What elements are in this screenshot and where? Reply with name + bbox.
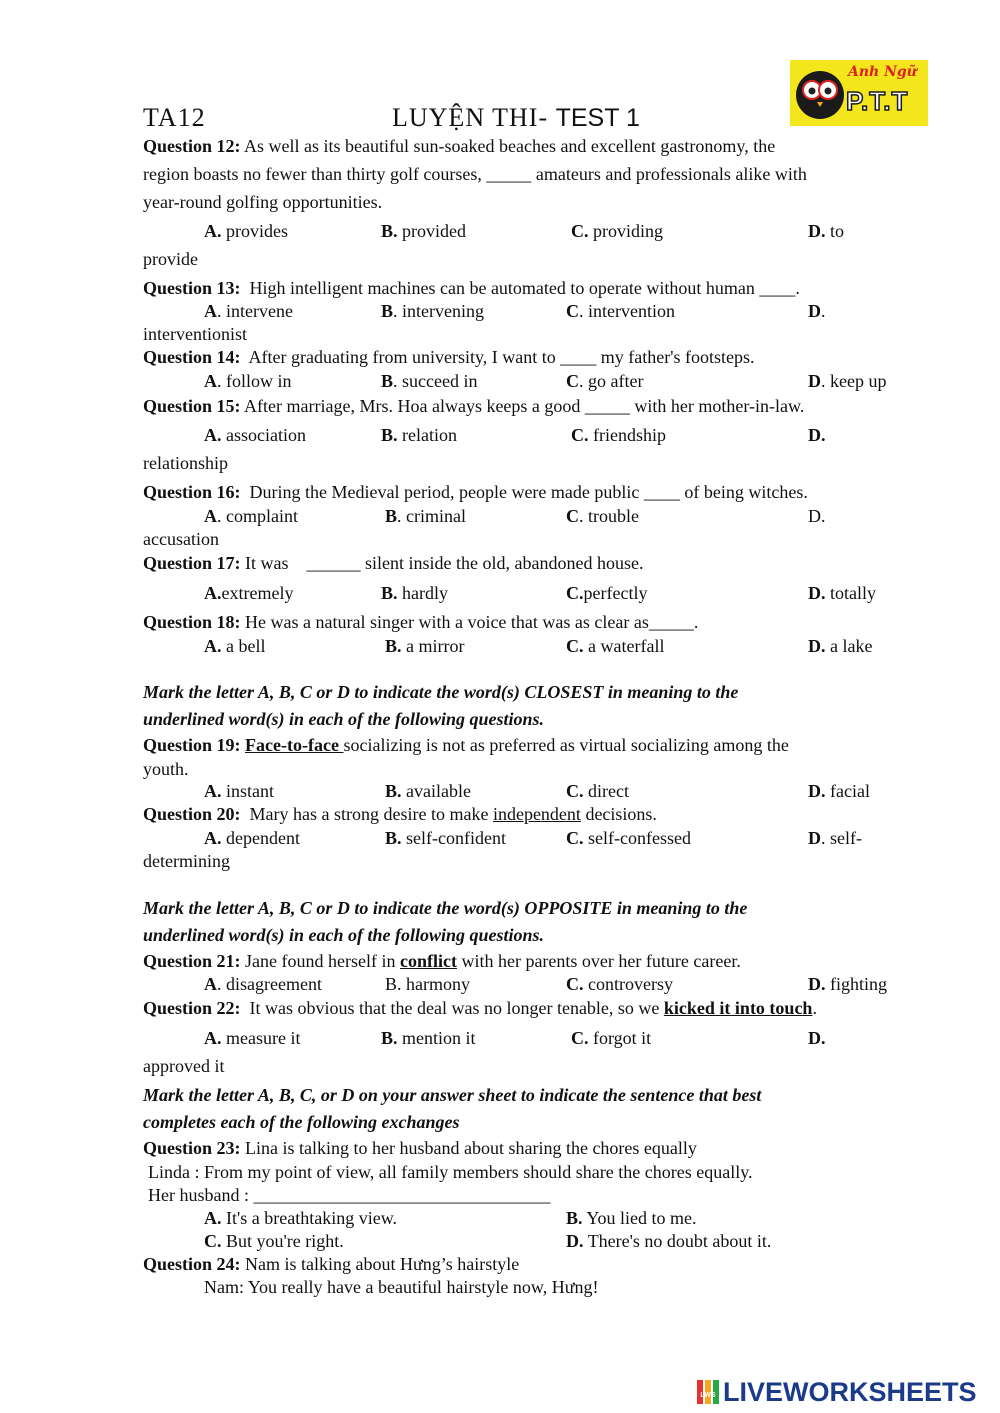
q20-option-d[interactable]: D. self- xyxy=(808,828,862,848)
q21-option-d[interactable]: D. fighting xyxy=(808,974,887,994)
q22-option-d-cont: approved it xyxy=(143,1056,225,1076)
q21-underlined: conflict xyxy=(399,951,457,971)
q19-option-c[interactable]: C. direct xyxy=(566,781,629,801)
q13-option-b[interactable]: B. intervening xyxy=(381,301,484,321)
instruction-opposite-1: Mark the letter A, B, C or D to indicate the word(s) OPPOSITE in meaning to the xyxy=(143,898,748,918)
q22-option-a[interactable]: A. measure it xyxy=(204,1028,301,1048)
q18-option-a[interactable]: A. a bell xyxy=(204,636,266,656)
q20-option-c[interactable]: C. self-confessed xyxy=(566,828,691,848)
q18-option-d[interactable]: D. a lake xyxy=(808,636,873,656)
q17-option-b[interactable]: B. hardly xyxy=(381,583,448,603)
q13-line1: Question 13: High intelligent machines can be automated to operate without human ____. xyxy=(143,278,800,298)
q23-option-b[interactable]: B. You lied to me. xyxy=(566,1208,697,1228)
q22-option-d[interactable]: D. xyxy=(808,1028,826,1048)
logo-line1: Anh Ngữ xyxy=(848,64,917,80)
watermark-mark: LWS xyxy=(700,1392,716,1399)
q14-line1: Question 14: After graduating from university, I want to ____ my father's footsteps. xyxy=(143,347,755,367)
q14-option-d[interactable]: D. keep up xyxy=(808,371,887,391)
q19-option-d[interactable]: D. facial xyxy=(808,781,870,801)
q20-line1: Question 20: Mary has a strong desire to make independent decisions. xyxy=(143,804,657,824)
q17-option-a[interactable]: A.extremely xyxy=(204,583,294,603)
q22-underlined: kicked it into touch xyxy=(663,998,813,1018)
instruction-exchange-2: completes each of the following exchanges xyxy=(143,1112,460,1132)
q19-line1: Question 19: Face-to-face socializing is not as preferred as virtual socializing among the xyxy=(143,735,789,755)
q23-option-d[interactable]: D. There's no doubt about it. xyxy=(566,1231,772,1251)
q21-line1: Question 21: Jane found herself in conflict with her parents over her future career. xyxy=(143,951,741,971)
q18-option-c[interactable]: C. a waterfall xyxy=(566,636,665,656)
instruction-exchange-1: Mark the letter A, B, C, or D on your answer sheet to indicate the sentence that best xyxy=(143,1085,762,1105)
q15-option-a[interactable]: A. association xyxy=(204,425,306,445)
q13-option-d[interactable]: D. xyxy=(808,301,826,321)
q12-option-b[interactable]: B. provided xyxy=(381,221,466,241)
watermark-text: LIVEWORKSHEETS xyxy=(723,1376,977,1407)
q13-option-d-cont: interventionist xyxy=(143,324,247,344)
instruction-closest-1: Mark the letter A, B, C or D to indicate the word(s) CLOSEST in meaning to the xyxy=(143,682,739,702)
q16-line1: Question 16: During the Medieval period, people were made public ____ of being witches. xyxy=(143,482,808,502)
q15-line1: Question 15: After marriage, Mrs. Hoa always keeps a good _____ with her mother-in-law. xyxy=(143,396,805,416)
q13-option-c[interactable]: C. intervention xyxy=(566,301,675,321)
logo-line2: P.T.T xyxy=(846,86,909,116)
q15-option-c[interactable]: C. friendship xyxy=(571,425,666,445)
q12-option-d[interactable]: D. to xyxy=(808,221,845,241)
q19-option-b[interactable]: B. available xyxy=(385,781,471,801)
q12-label: Question 12: xyxy=(143,136,241,156)
q14-option-a[interactable]: A. follow in xyxy=(204,371,292,391)
q15-option-d[interactable]: D. xyxy=(808,425,826,445)
q12-option-a[interactable]: A. provides xyxy=(204,221,288,241)
q23-line1: Question 23: Lina is talking to her husband about sharing the chores equally xyxy=(143,1138,697,1158)
q16-option-b[interactable]: B. criminal xyxy=(385,506,466,526)
q18-option-b[interactable]: B. a mirror xyxy=(385,636,465,656)
q16-option-a[interactable]: A. complaint xyxy=(204,506,298,526)
q12-line1 xyxy=(143,135,775,157)
q23-option-c[interactable]: C. But you're right. xyxy=(204,1231,344,1251)
q23-line2: Linda : From my point of view, all family members should share the chores equally. xyxy=(148,1162,753,1182)
q15-option-d-cont: relationship xyxy=(143,453,228,473)
q12-line3: year-round golfing opportunities. xyxy=(143,192,383,212)
q17-option-c[interactable]: C.perfectly xyxy=(566,583,648,603)
q20-option-b[interactable]: B. self-confident xyxy=(385,828,506,848)
q12-option-d-cont: provide xyxy=(143,249,198,269)
q20-option-a[interactable]: A. dependent xyxy=(204,828,300,848)
q12-text: As well as its beautiful sun-soaked beaches and excellent gastronomy, the xyxy=(244,136,776,156)
q22-line1: Question 22: It was obvious that the deal was no longer tenable, so we kicked it into touch. xyxy=(143,998,817,1018)
q23-line3: Her husband : _________________________________ xyxy=(148,1185,551,1205)
q21-option-c[interactable]: C. controversy xyxy=(566,974,673,994)
q15-option-b[interactable]: B. relation xyxy=(381,425,457,445)
q12-option-c[interactable]: C. providing xyxy=(571,221,663,241)
q19-underlined: Face-to-face xyxy=(245,735,344,755)
q14-option-c[interactable]: C. go after xyxy=(566,371,644,391)
liveworksheets-logo-icon xyxy=(697,1380,719,1404)
title-test: TEST 1 xyxy=(555,104,640,132)
q24-line1: Question 24: Nam is talking about Hưng’s hairstyle xyxy=(143,1254,520,1274)
page-title xyxy=(392,104,640,134)
liveworksheets-watermark xyxy=(697,1378,977,1406)
q14-option-b[interactable]: B. succeed in xyxy=(381,371,478,391)
q23-option-a[interactable]: A. It's a breathtaking view. xyxy=(204,1208,398,1228)
q12-line2: region boasts no fewer than thirty golf courses, _____ amateurs and professionals alike with xyxy=(143,164,807,184)
q17-option-d[interactable]: D. totally xyxy=(808,583,876,603)
q16-option-d-cont: accusation xyxy=(143,529,219,549)
q19-option-a[interactable]: A. instant xyxy=(204,781,274,801)
title-main: LUYỆN THI- xyxy=(392,103,556,132)
q18-line1: Question 18: He was a natural singer with a voice that was as clear as_____. xyxy=(143,612,699,632)
q20-underlined: independent xyxy=(492,804,581,824)
logo xyxy=(790,60,928,126)
q20-option-d-cont: determining xyxy=(143,851,230,871)
instruction-opposite-2: underlined word(s) in each of the following questions. xyxy=(143,925,545,945)
q17-line1: Question 17: It was ______ silent inside the old, abandoned house. xyxy=(143,553,644,573)
q22-option-b[interactable]: B. mention it xyxy=(381,1028,476,1048)
header-left: TA12 xyxy=(143,103,206,132)
q22-option-c[interactable]: C. forgot it xyxy=(571,1028,652,1048)
q13-option-a[interactable]: A. intervene xyxy=(204,301,293,321)
q19-line2: youth. xyxy=(143,759,189,779)
instruction-closest-2: underlined word(s) in each of the following questions. xyxy=(143,709,545,729)
q16-option-d[interactable]: D. xyxy=(808,506,826,526)
q24-line2: Nam: You really have a beautiful hairstyle now, Hưng! xyxy=(204,1277,599,1297)
q21-option-b[interactable]: B. harmony xyxy=(385,974,470,994)
q16-option-c[interactable]: C. trouble xyxy=(566,506,639,526)
q21-option-a[interactable]: A. disagreement xyxy=(204,974,322,994)
